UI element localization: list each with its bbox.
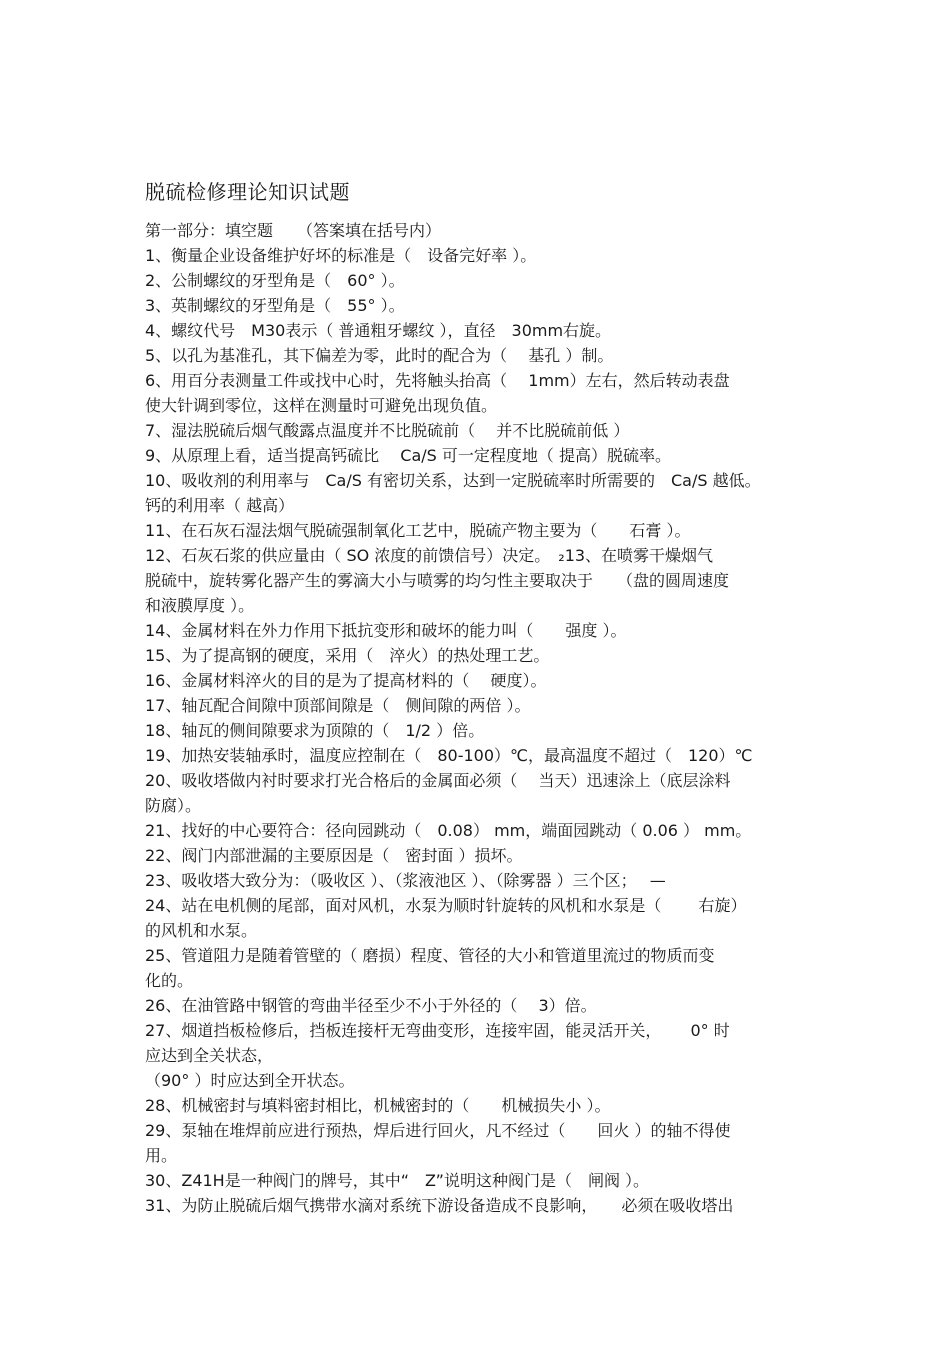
text-line: （90° ）时应达到全开状态。 xyxy=(145,1071,355,1090)
text-line: 用。 xyxy=(145,1146,178,1165)
text-line: 24、站在电机侧的尾部，面对风机，水泵为顺时针旋转的风机和水泵是（ 右旋） xyxy=(145,896,747,915)
document-page xyxy=(145,176,810,1218)
text-line: 使大针调到零位，这样在测量时可避免出现负值。 xyxy=(145,396,498,415)
text-line: 18、轴瓦的侧间隙要求为顶隙的（ 1/2 ）倍。 xyxy=(145,721,485,740)
text-line: 12、石灰石浆的供应量由（ SO 浓度的前馈信号）决定。 ₂13、在喷雾干燥烟气 xyxy=(145,546,714,565)
text-line: 16、金属材料淬火的目的是为了提高材料的（ 硬度）。 xyxy=(145,671,547,690)
text-line: 26、在油管路中钢管的弯曲半径至少不小于外径的（ 3）倍。 xyxy=(145,996,597,1015)
text-line: 11、在石灰石湿法烟气脱硫强制氧化工艺中，脱硫产物主要为（ 石膏 ）。 xyxy=(145,521,691,540)
text-line: 化的。 xyxy=(145,971,194,990)
text-line: 的风机和水泵。 xyxy=(145,921,258,940)
text-line: 17、轴瓦配合间隙中顶部间隙是（ 侧间隙的两倍 ）。 xyxy=(145,696,531,715)
text-line: 10、吸收剂的利用率与 Ca/S 有密切关系，达到一定脱硫率时所需要的 Ca/S 越低。 xyxy=(145,471,761,490)
text-line: 23、吸收塔大致分为：（吸收区 ）、（浆液池区 ）、（除雾器 ）三个区； — xyxy=(145,871,666,890)
text-line: 6、用百分表测量工件或找中心时，先将触头抬高（ 1mm）左右，然后转动表盘 xyxy=(145,371,730,390)
text-line: 应达到全关状态， xyxy=(145,1046,274,1065)
text-line: 1、衡量企业设备维护好坏的标准是（ 设备完好率 ）。 xyxy=(145,246,537,265)
section-heading: 第一部分：填空题 （答案填在括号内） xyxy=(145,221,442,240)
text-line: 2、公制螺纹的牙型角是（ 60° ）。 xyxy=(145,271,405,290)
document-title: 脱硫检修理论知识试题 xyxy=(145,180,350,204)
text-line: 脱硫中，旋转雾化器产生的雾滴大小与喷雾的均匀性主要取决于 （盘的圆周速度 xyxy=(145,571,730,590)
text-line: 22、阀门内部泄漏的主要原因是（ 密封面 ）损坏。 xyxy=(145,846,523,865)
text-line: 21、找好的中心要符合：径向园跳动（ 0.08） mm，端面园跳动（ 0.06 ） mm。 xyxy=(145,821,752,840)
text-line: 29、泵轴在堆焊前应进行预热，焊后进行回火，凡不经过（ 回火 ）的轴不得使 xyxy=(145,1121,731,1140)
text-line: 3、英制螺纹的牙型角是（ 55° ）。 xyxy=(145,296,405,315)
text-line: 5、以孔为基准孔，其下偏差为零，此时的配合为（ 基孔 ）制。 xyxy=(145,346,614,365)
question-list xyxy=(145,243,810,1218)
text-line: 15、为了提高钢的硬度，采用（ 淬火）的热处理工艺。 xyxy=(145,646,550,665)
text-line: 25、管道阻力是随着管壁的（ 磨损）程度、管径的大小和管道里流过的物质而变 xyxy=(145,946,715,965)
text-line: 27、烟道挡板检修后，挡板连接杆无弯曲变形，连接牢固，能灵活开关， 0° 时 xyxy=(145,1021,730,1040)
text-line: 9、从原理上看，适当提高钙硫比 Ca/S 可一定程度地（ 提高）脱硫率。 xyxy=(145,446,671,465)
text-line: 31、为防止脱硫后烟气携带水滴对系统下游设备造成不良影响， 必须在吸收塔出 xyxy=(145,1196,734,1215)
text-line: 和液膜厚度 ）。 xyxy=(145,596,255,615)
text-line: 20、吸收塔做内衬时要求打光合格后的金属面必须（ 当天）迅速涂上（底层涂料 xyxy=(145,771,731,790)
text-line: 28、机械密封与填料密封相比，机械密封的（ 机械损失小 ）。 xyxy=(145,1096,611,1115)
text-line: 防腐）。 xyxy=(145,796,202,815)
text-line: 19、加热安装轴承时，温度应控制在（ 80-100）℃，最高温度不超过（ 120）℃ xyxy=(145,746,753,765)
text-line: 14、金属材料在外力作用下抵抗变形和破坏的能力叫（ 强度 ）。 xyxy=(145,621,627,640)
text-line: 钙的利用率（ 越高） xyxy=(145,496,295,515)
text-line: 7、湿法脱硫后烟气酸露点温度并不比脱硫前（ 并不比脱硫前低 ） xyxy=(145,421,630,440)
text-line: 30、Z41H是一种阀门的牌号，其中“ Z”说明这种阀门是（ 闸阀 ）。 xyxy=(145,1171,650,1190)
text-line: 4、螺纹代号 M30表示（ 普通粗牙螺纹 ），直径 30mm右旋。 xyxy=(145,321,612,340)
